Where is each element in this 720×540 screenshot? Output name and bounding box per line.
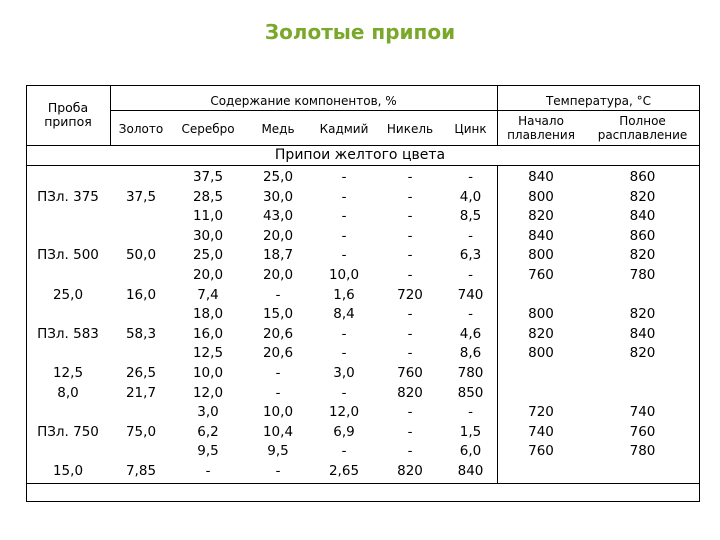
cell-proba: 8,0 [57, 384, 79, 401]
cell-copper: - [275, 365, 281, 381]
cell-melt-full: 840 [629, 208, 656, 225]
cell-proba: 12,5 [52, 365, 84, 381]
cell-silver: 9,5 [197, 443, 219, 460]
header-temp-group: Температура, °С [545, 94, 652, 108]
cell-melt-full: 860 [629, 169, 656, 185]
cell-melt-start: 800 [528, 247, 554, 264]
header-melt-start: Начало плавления [507, 114, 575, 142]
cell-silver: 16,0 [192, 325, 224, 342]
cell-cadmium: 8,4 [333, 306, 355, 323]
cell-nickel: - [407, 208, 413, 225]
header-divider-top [110, 110, 700, 111]
cell-melt-full: 860 [629, 227, 656, 244]
cell-proba: 25,0 [52, 286, 84, 303]
cell-melt-full: 820 [629, 345, 656, 362]
cell-copper: 20,6 [262, 325, 294, 342]
cell-melt-full: 780 [629, 443, 656, 460]
cell-copper: 20,6 [262, 345, 294, 362]
cell-zinc: - [468, 169, 473, 185]
header-copper: Медь [261, 122, 295, 136]
cell-zinc: 850 [457, 384, 484, 401]
cell-zinc: 8,5 [459, 208, 482, 225]
cell-silver: 28,5 [192, 188, 224, 205]
cell-cadmium: - [341, 227, 347, 244]
cell-proba: ПЗл. 375 [37, 188, 99, 205]
cell-zinc: 8,6 [459, 345, 482, 362]
cell-zinc: 4,0 [459, 188, 482, 205]
cell-cadmium: 6,9 [333, 423, 355, 440]
cell-silver: 12,0 [192, 384, 224, 401]
data-bottom-line [26, 483, 700, 484]
header-silver: Серебро [181, 122, 235, 136]
cell-zinc: - [468, 227, 473, 244]
cell-melt-full: 780 [629, 267, 656, 283]
cell-cadmium: - [341, 208, 347, 225]
cell-zinc: 6,0 [459, 443, 482, 460]
header-gold: Золото [118, 122, 164, 136]
cell-cadmium: 1,6 [333, 286, 355, 303]
cell-copper: 20,0 [262, 227, 294, 244]
header-cadmium: Кадмий [319, 122, 369, 136]
cell-copper: 15,0 [262, 306, 294, 323]
cell-cadmium: - [341, 345, 347, 362]
cell-melt-full: 820 [629, 247, 656, 264]
cell-melt-start: 800 [528, 306, 554, 323]
cell-nickel: - [407, 227, 413, 244]
cell-melt-start: 720 [528, 404, 554, 421]
cell-copper: 20,0 [262, 267, 294, 283]
cell-melt-start: 800 [528, 188, 554, 205]
header-zinc: Цинк [454, 122, 487, 136]
cell-gold: 7,85 [125, 463, 157, 479]
cell-silver: 11,0 [192, 208, 224, 225]
cell-silver: 6,2 [197, 423, 219, 440]
cell-nickel: - [407, 306, 413, 323]
cell-nickel: - [407, 325, 413, 342]
cell-silver: 3,0 [197, 404, 219, 421]
cell-cadmium: - [341, 169, 347, 185]
section-title: Припои желтого цвета [274, 147, 446, 163]
header-divider-bottom [26, 145, 700, 146]
cell-nickel: - [407, 443, 413, 460]
cell-melt-start: 760 [528, 443, 554, 460]
cell-cadmium: 10,0 [328, 267, 360, 283]
cell-nickel: 820 [397, 463, 423, 479]
cell-nickel: - [407, 247, 413, 264]
cell-nickel: 760 [397, 365, 423, 381]
cell-cadmium: - [341, 247, 347, 264]
cell-copper: - [275, 384, 281, 401]
cell-melt-start: 820 [528, 325, 554, 342]
cell-copper: 10,4 [262, 423, 294, 440]
cell-copper: 25,0 [262, 169, 294, 185]
cell-cadmium: - [341, 443, 347, 460]
cell-nickel: - [407, 423, 413, 440]
cell-zinc: 4,6 [459, 325, 482, 342]
cell-silver: 10,0 [192, 365, 224, 381]
cell-gold: 16,0 [125, 286, 157, 303]
cell-silver: 30,0 [192, 227, 224, 244]
cell-copper: 9,5 [267, 443, 289, 460]
header-nickel: Никель [386, 122, 434, 136]
cell-copper: 18,7 [262, 247, 294, 264]
cell-zinc: 780 [457, 365, 484, 381]
cell-nickel: - [407, 188, 413, 205]
cell-gold: 75,0 [125, 423, 157, 440]
cell-silver: 25,0 [192, 247, 224, 264]
cell-cadmium: - [341, 384, 347, 401]
cell-melt-full: 820 [629, 188, 656, 205]
cell-copper: - [275, 463, 281, 479]
header-melt-full: Полное расплавление [597, 114, 688, 142]
cell-silver: 18,0 [192, 306, 224, 323]
cell-nickel: 720 [397, 286, 423, 303]
cell-melt-start: 840 [528, 227, 554, 244]
cell-melt-start: 820 [528, 208, 554, 225]
cell-proba: 15,0 [52, 463, 84, 479]
cell-nickel: 820 [397, 384, 423, 401]
header-content-group: Содержание компонентов, % [210, 94, 397, 108]
cell-silver: 7,4 [197, 286, 219, 303]
cell-gold: 21,7 [125, 384, 157, 401]
cell-gold: 58,3 [125, 325, 157, 342]
cell-proba: ПЗл. 583 [37, 325, 99, 342]
cell-zinc: 840 [457, 463, 484, 479]
cell-melt-full: 760 [629, 423, 656, 440]
cell-nickel: - [407, 169, 413, 185]
cell-gold: 37,5 [125, 188, 157, 205]
cell-melt-full: 740 [629, 404, 656, 421]
cell-melt-start: 800 [528, 345, 554, 362]
cell-proba: ПЗл. 500 [37, 247, 99, 264]
cell-cadmium: - [341, 325, 347, 342]
page-title: Золотые припои [264, 20, 456, 44]
cell-nickel: - [407, 267, 413, 283]
cell-zinc: - [468, 306, 473, 323]
cell-zinc: 6,3 [459, 247, 482, 264]
cell-zinc: 1,5 [459, 423, 482, 440]
cell-copper: 30,0 [262, 188, 294, 205]
cell-copper: 43,0 [262, 208, 294, 225]
cell-zinc: - [468, 404, 473, 421]
cell-silver: - [205, 463, 211, 479]
cell-zinc: - [468, 267, 473, 283]
cell-gold: 50,0 [125, 247, 157, 264]
cell-silver: 12,5 [192, 345, 224, 362]
cell-silver: 37,5 [192, 169, 224, 185]
cell-zinc: 740 [457, 286, 484, 303]
cell-proba: ПЗл. 750 [37, 423, 99, 440]
cell-cadmium: 12,0 [328, 404, 360, 421]
section-divider [26, 165, 700, 166]
header-proba: Проба припоя [44, 100, 92, 129]
cell-melt-start: 840 [528, 169, 554, 185]
cell-nickel: - [407, 345, 413, 362]
cell-cadmium: 2,65 [328, 463, 360, 479]
cell-silver: 20,0 [192, 267, 224, 283]
cell-copper: - [275, 286, 281, 303]
cell-melt-full: 820 [629, 306, 656, 323]
cell-cadmium: 3,0 [333, 365, 355, 381]
cell-melt-start: 740 [528, 423, 554, 440]
cell-copper: 10,0 [262, 404, 294, 421]
cell-melt-full: 840 [629, 325, 656, 342]
cell-gold: 26,5 [125, 365, 157, 381]
cell-melt-start: 760 [528, 267, 554, 283]
cell-nickel: - [407, 404, 413, 421]
cell-cadmium: - [341, 188, 347, 205]
